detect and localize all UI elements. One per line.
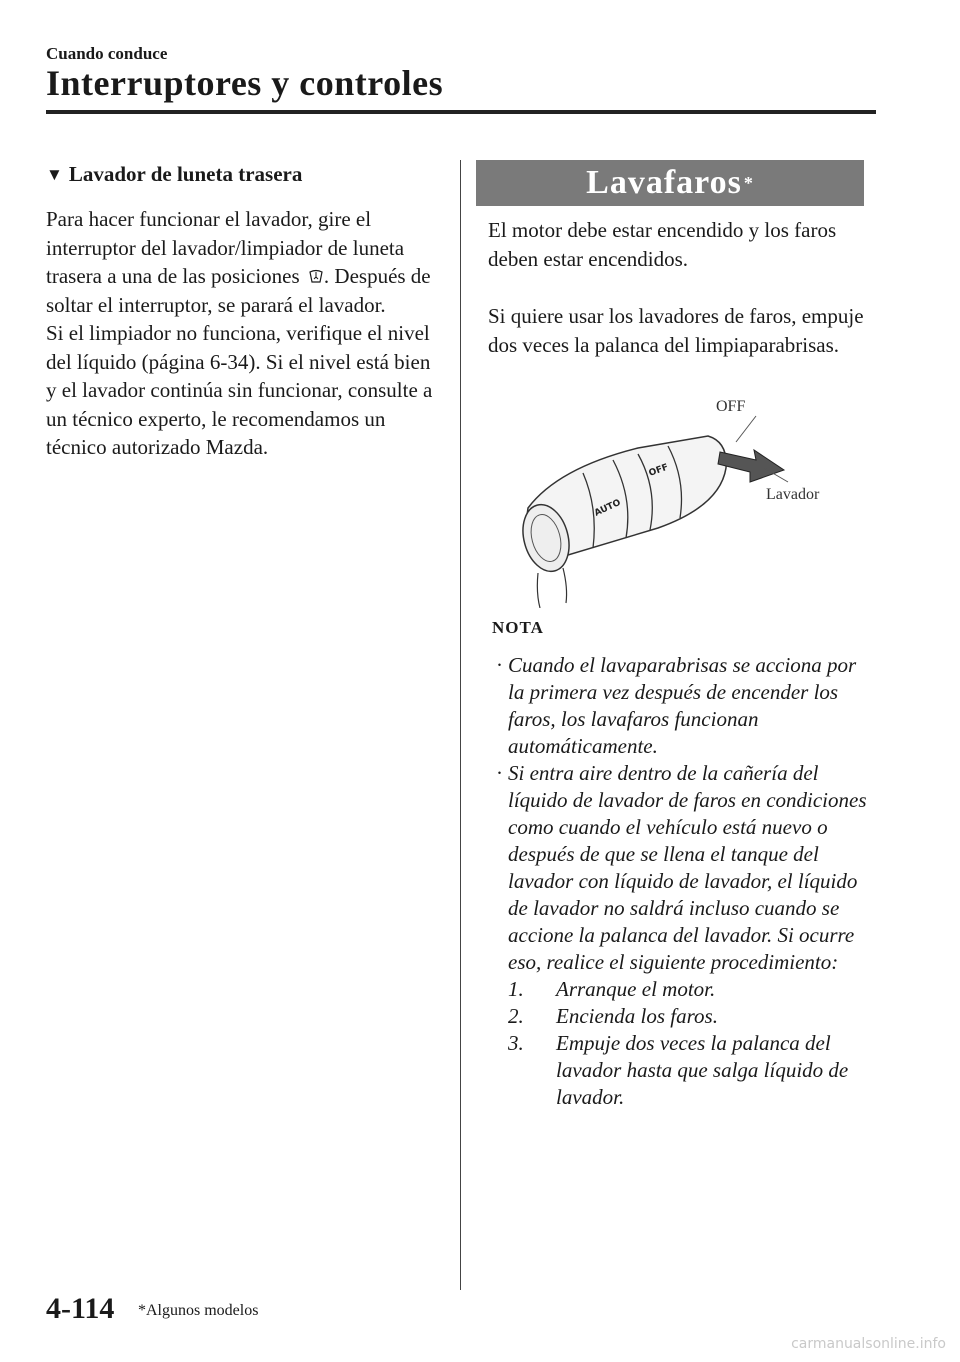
header-rule (46, 110, 876, 114)
procedure-step (508, 976, 876, 1003)
column-divider (460, 160, 461, 1290)
note-bullet-1-text: Cuando el lavaparabrisas se acciona por la primera vez después de encender los faros, los lavafaros funcionan automáticamente. (508, 653, 857, 758)
washer-icon (308, 269, 324, 285)
lever-auto-text: AUTO (593, 497, 623, 519)
engine-requirement-text: El motor debe estar encendido y los faros deben estar encendidos. (488, 218, 837, 271)
procedure-step (508, 1030, 876, 1111)
note-bullet-2 (496, 760, 876, 976)
subheading (46, 162, 446, 187)
nota-heading: NOTA (492, 618, 544, 637)
nota-content (496, 652, 876, 1111)
step-number: 1. (508, 977, 524, 1001)
left-column (46, 162, 446, 462)
lever-off-text: OFF (647, 462, 670, 479)
step-text: Empuje dos veces la palanca del lavador hasta que salga líquido de lavador. (556, 1031, 849, 1109)
watermark: carmanualsonline.info (791, 1336, 946, 1352)
paragraph-1-end: . Después de soltar el interruptor, se parará el lavador. (46, 264, 431, 317)
step-text: Arranque el motor. (556, 977, 716, 1001)
subheading-text: Lavador de luneta trasera (68, 162, 303, 186)
chapter-label: Cuando conduce (46, 44, 168, 63)
note-bullet-1 (496, 652, 876, 760)
washer-label: Lavador (766, 486, 820, 503)
off-label: OFF (716, 398, 746, 415)
paragraph-1-start: Para hacer funcionar el lavador, gire el interruptor del lavador/limpiador de luneta trasera a una de las posiciones (46, 207, 405, 288)
note-bullet-2-text: Si entra aire dentro de la cañería del líquido de lavador de faros en condiciones como cuando el vehículo está nuevo o después de que se llena el tanque del lavador con líquido de lavador, el líquido de lavador no saldrá incluso cuando se accione la palanca del lavador. Si ocurre eso, realice el siguiente procedimiento: (508, 761, 867, 974)
bullet-dot-icon: · (496, 761, 503, 785)
lavafaros-banner (476, 160, 864, 206)
procedure-step (508, 1003, 876, 1030)
down-triangle-icon: ▼ (46, 164, 63, 184)
paragraph-1 (46, 205, 446, 319)
section-title: Interruptores y controles (46, 63, 444, 103)
footnote: *Algunos modelos (138, 1302, 259, 1319)
right-column (488, 160, 883, 519)
paragraph-2: Si el limpiador no funciona, verifique el nivel del líquido (página 6-34). Si el nivel está bien y el lavador continúa sin funcionar, consulte a un técnico experto, le recomendamos un técnico autorizado Mazda. (46, 321, 433, 459)
bullet-dot-icon: · (496, 653, 503, 677)
page-number: 4-114 (46, 1292, 115, 1325)
washer-instruction-text: Si quiere usar los lavadores de faros, empuje dos veces la palanca del limpiaparabrisas. (488, 304, 864, 357)
step-number: 2. (508, 1004, 524, 1028)
banner-asterisk: * (743, 172, 754, 193)
wiper-lever-illustration (488, 398, 848, 608)
step-text: Encienda los faros. (556, 1004, 718, 1028)
step-number: 3. (508, 1031, 524, 1055)
banner-title: Lavafaros (586, 164, 742, 201)
